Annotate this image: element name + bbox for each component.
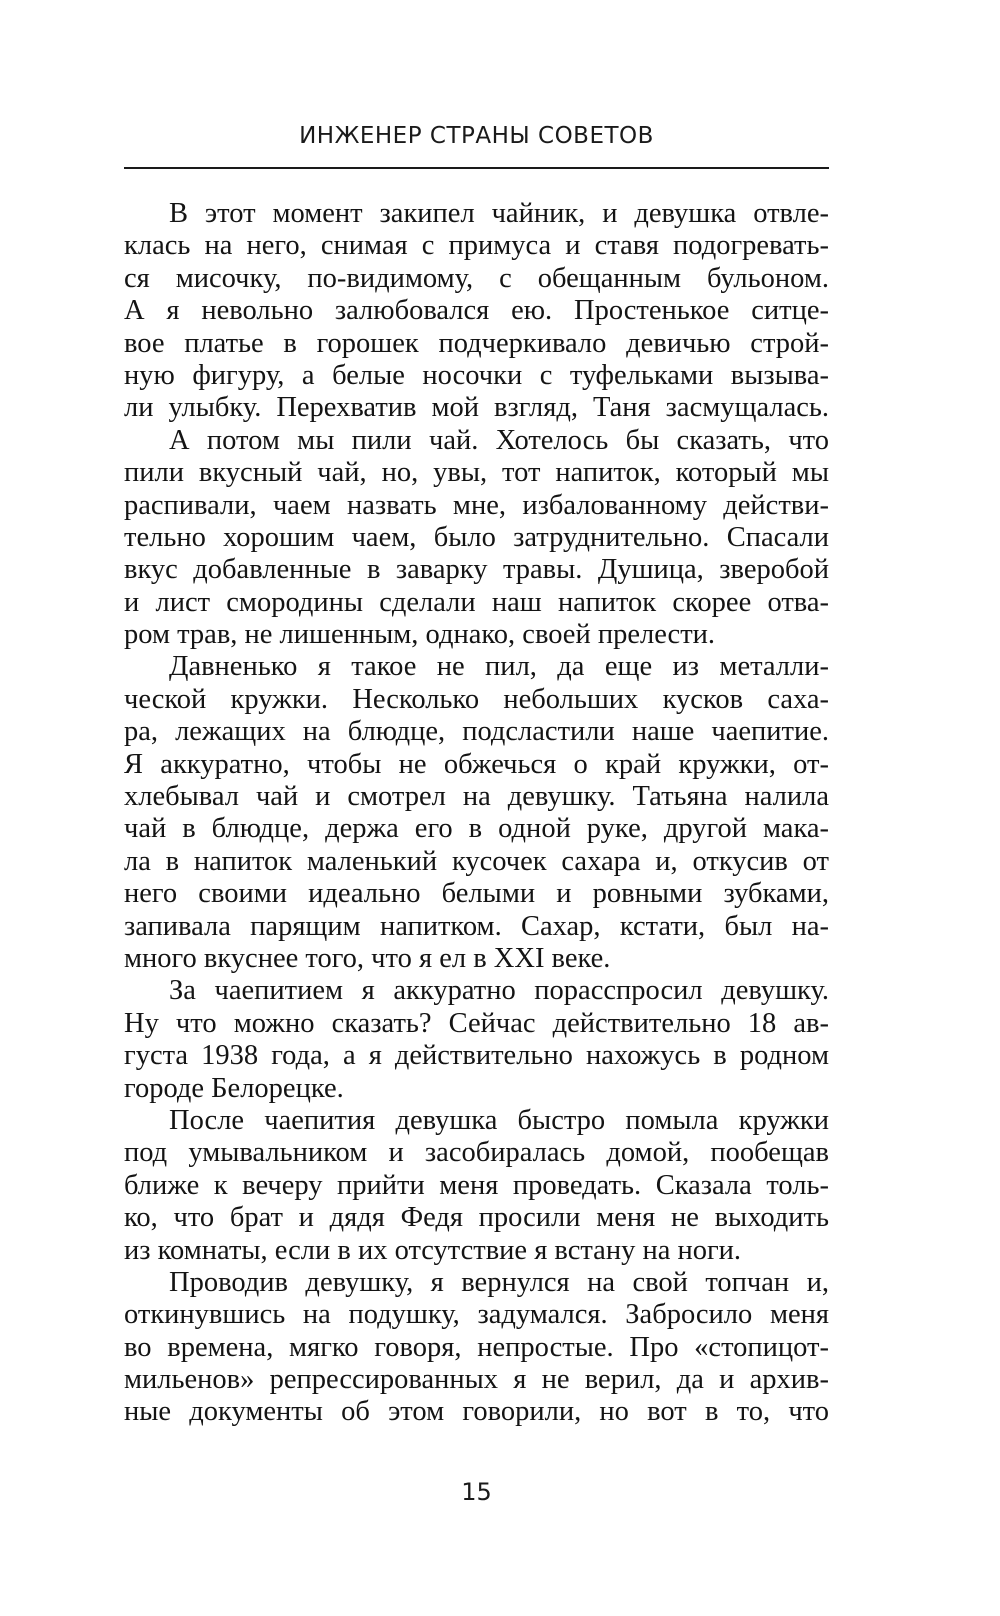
header-rule (124, 167, 829, 169)
text-line: него своими идеально белыми и ровными зубками, (124, 878, 829, 910)
text-line: В этот момент закипел чайник, и девушка отвле- (169, 198, 829, 229)
text-line: во времена, мягко говоря, непростые. Про «стопицот- (124, 1331, 829, 1363)
running-head: ИНЖЕНЕР СТРАНЫ СОВЕТОВ (299, 123, 654, 149)
text-line: городе Белорецке. (124, 1072, 344, 1104)
text-line: ко, что брат и дядя Федя просили меня не выходить (124, 1202, 829, 1234)
paragraph (124, 1105, 829, 1267)
paragraph (124, 1267, 829, 1429)
text-line: А потом мы пили чай. Хотелось бы сказать, что (169, 424, 829, 456)
text-line: ближе к вечеру прийти меня проведать. Сказала толь- (124, 1169, 829, 1201)
text-line: ра, лежащих на блюдце, подсластили наше чаепитие. (124, 716, 829, 748)
text-line: распивали, чаем назвать мне, избалованному действи- (124, 489, 829, 521)
paragraph (124, 651, 829, 975)
text-line: и лист смородины сделали наш напиток скорее отва- (124, 586, 829, 618)
text-line: пили вкусный чай, но, увы, тот напиток, который мы (124, 457, 829, 489)
text-line: Давненько я такое не пил, да еще из металли- (169, 651, 829, 683)
text-line: Я аккуратно, чтобы не обжечься о край кружки, от- (124, 748, 829, 780)
text-line: клась на него, снимая с примуса и ставя подогревать- (124, 230, 829, 262)
text-line: чай в блюдце, держа его в одной руке, другой мака- (124, 813, 829, 845)
text-line: Ну что можно сказать? Сейчас действительно 18 ав- (124, 1007, 829, 1039)
paragraph (124, 425, 829, 652)
text-line: под умывальником и засобиралась домой, пообещав (124, 1137, 829, 1169)
text-line: ные документы об этом говорили, но вот в то, что (124, 1396, 829, 1428)
text-line: ли улыбку. Перехватив мой взгляд, Таня засмущалась. (124, 392, 829, 424)
paragraph (124, 198, 829, 425)
text-line: откинувшись на подушку, задумался. Забросило меня (124, 1299, 829, 1331)
text-line: мильенов» репрессированных я не верил, да и архив- (124, 1364, 829, 1396)
text-line: вое платье в горошек подчеркивало девичью строй- (124, 327, 829, 359)
text-line: ную фигуру, а белые носочки с туфельками вызыва- (124, 359, 829, 391)
text-line: После чаепития девушка быстро помыла кружки (169, 1104, 829, 1136)
paragraph (124, 975, 829, 1105)
text-line: густа 1938 года, а я действительно нахожусь в родном (124, 1040, 829, 1072)
text-line: хлебывал чай и смотрел на девушку. Татьяна налила (124, 781, 829, 813)
text-line: много вкуснее того, что я ел в XXI веке. (124, 942, 611, 974)
text-line: ром трав, не лишенным, однако, своей прелести. (124, 619, 716, 651)
text-line: ла в напиток маленький кусочек сахара и, откусив от (124, 845, 829, 877)
text-line: А я невольно залюбовался ею. Простенькое ситце- (124, 295, 829, 327)
text-line: ся мисочку, по-видимому, с обещанным бульоном. (124, 262, 829, 294)
page-number: 15 (461, 1478, 492, 1506)
text-line: из комнаты, если в их отсутствие я встану на ноги. (124, 1234, 742, 1266)
text-line: ческой кружки. Несколько небольших кусков саха- (124, 683, 829, 715)
text-line: За чаепитием я аккуратно порасспросил девушку. (169, 975, 829, 1007)
text-line: тельно хорошим чаем, было затруднительно. Спасали (124, 521, 829, 553)
text-line: вкус добавленные в заварку травы. Душица, зверобой (124, 554, 829, 586)
text-line: запивала парящим напитком. Сахар, кстати, был на- (124, 910, 829, 942)
text-line: Проводив девушку, я вернулся на свой топчан и, (169, 1266, 829, 1298)
body-text (124, 198, 829, 1429)
